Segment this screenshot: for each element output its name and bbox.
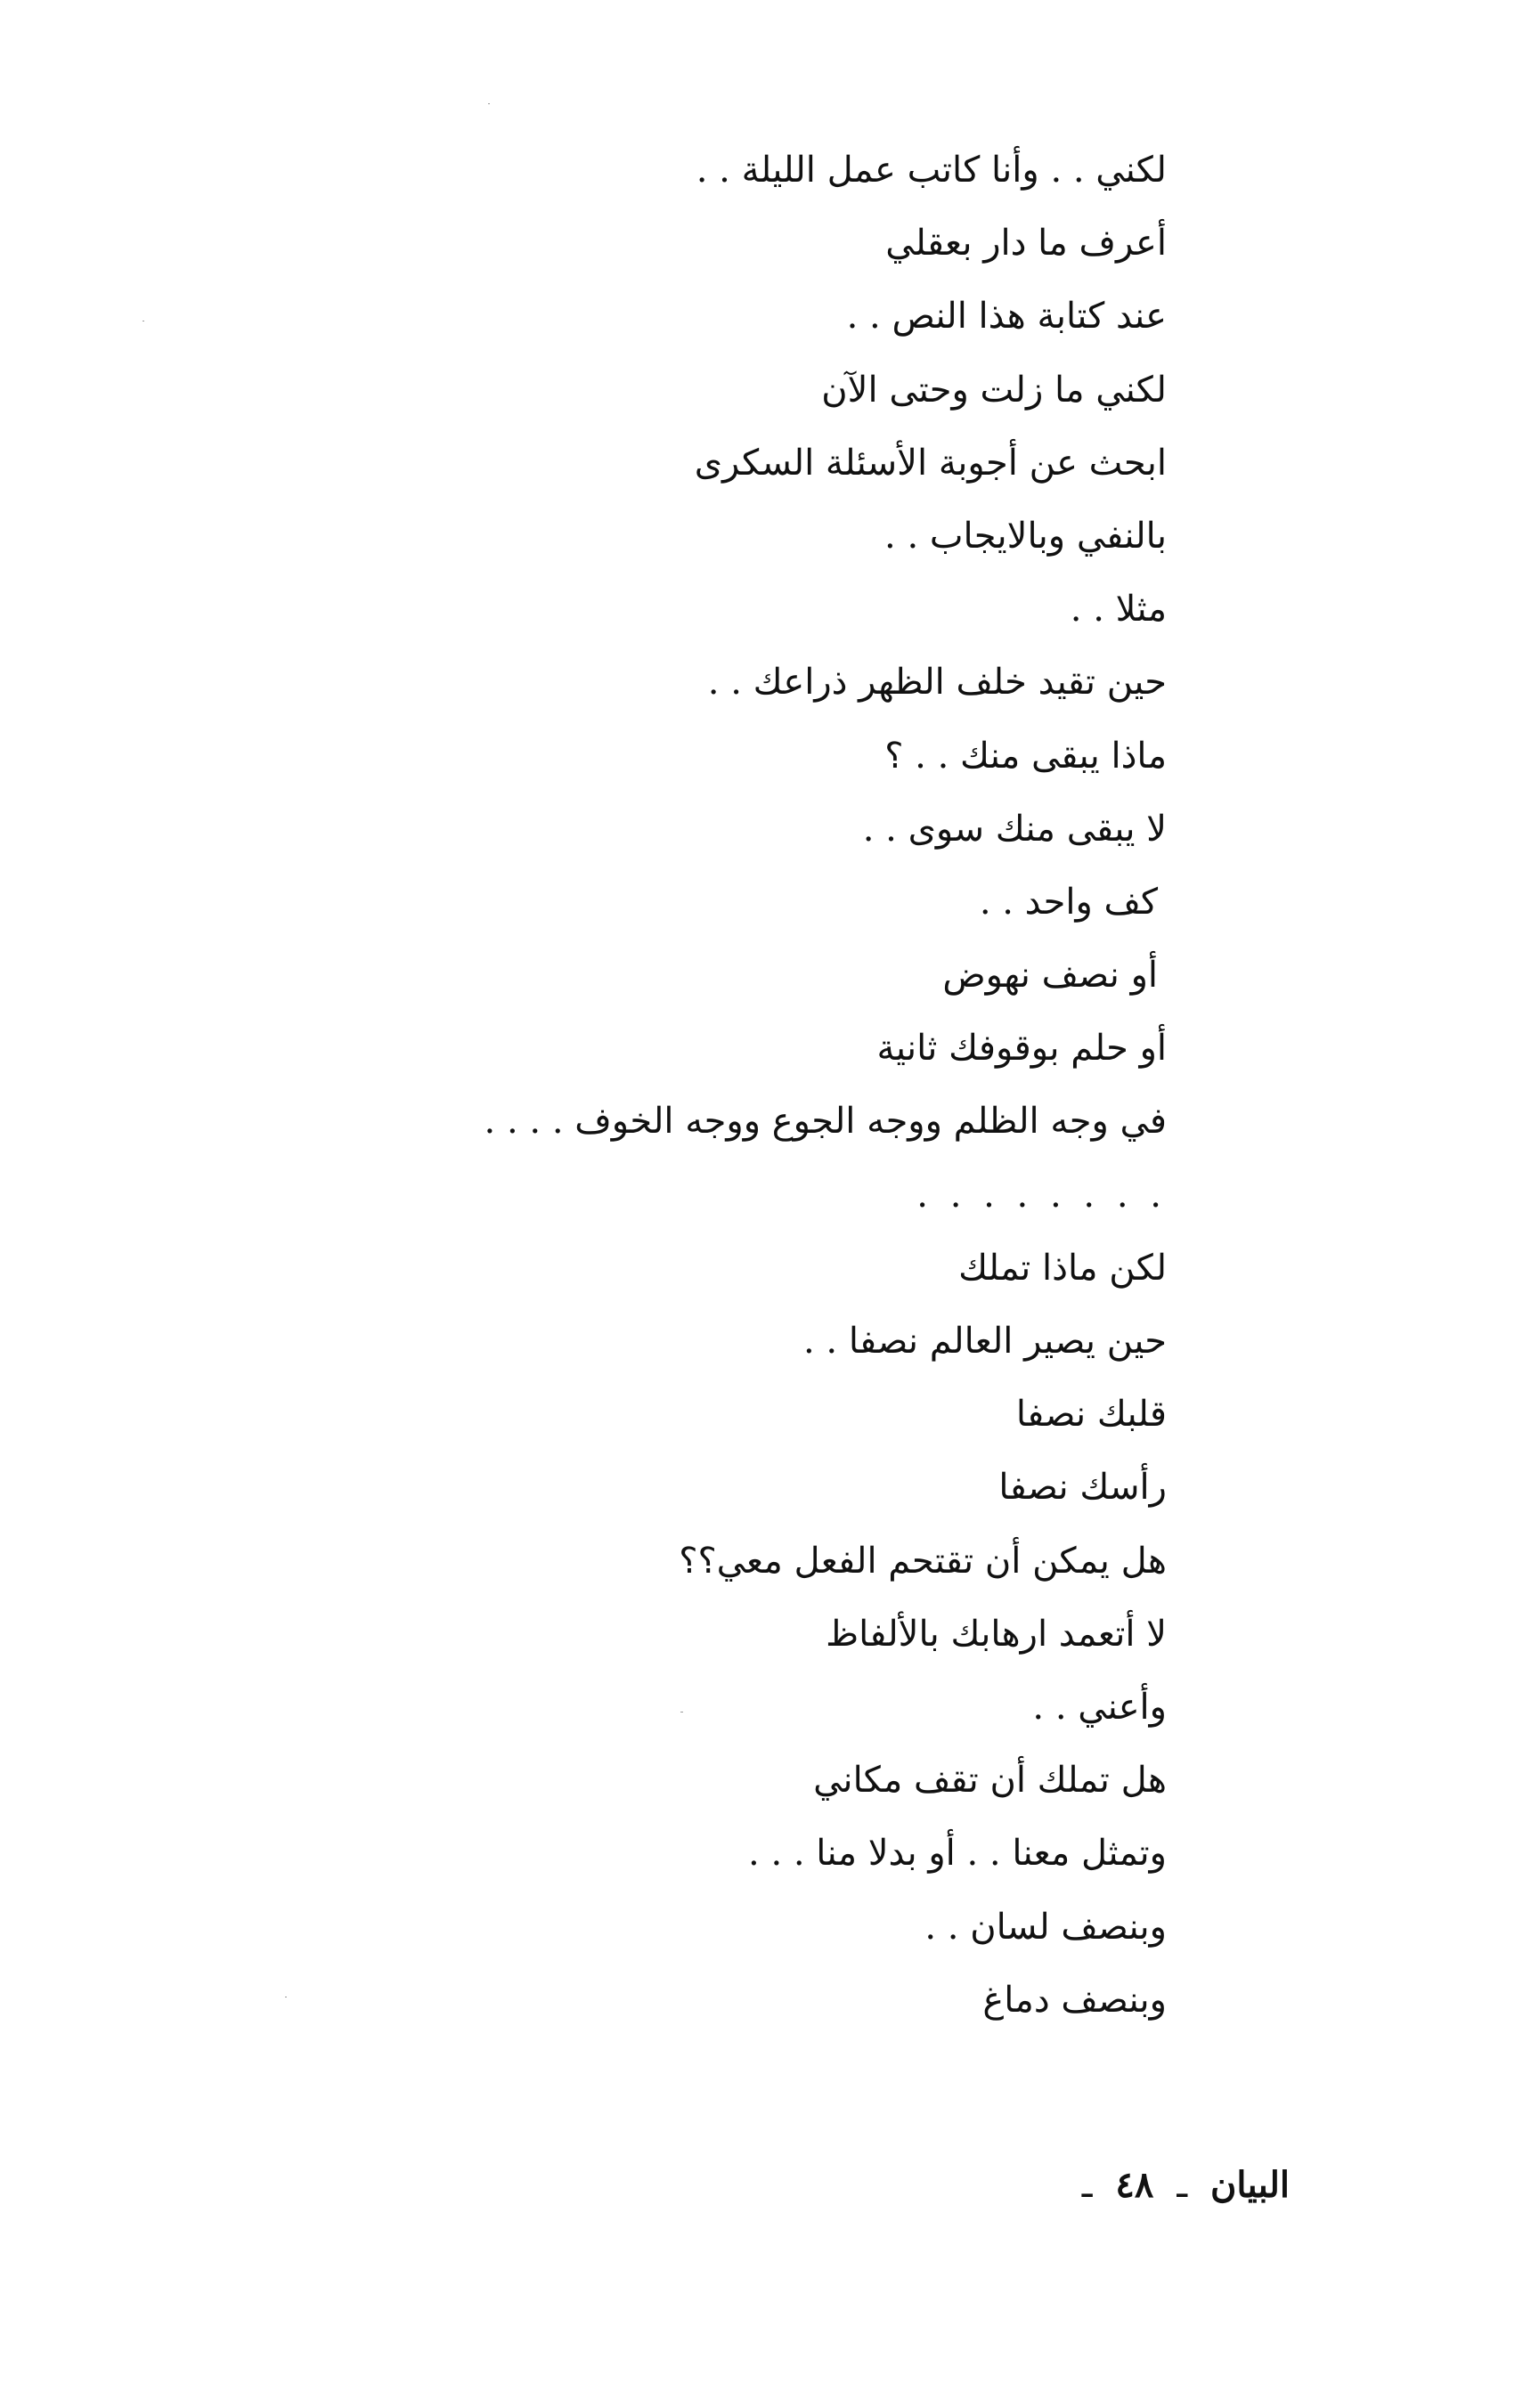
poem-line: رأسك نصفا [998, 1467, 1167, 1509]
poem-line: كف واحد . . [979, 881, 1158, 923]
poem-line: بالنفي وبالايجاب . . [884, 515, 1167, 557]
poem-line: قلبك نصفا [1015, 1394, 1167, 1436]
poem-line: ابحث عن أجوبة الأسئلة السكرى [694, 442, 1167, 484]
poem-line: مثلا . . [1070, 589, 1167, 630]
poem-line: أو نصف نهوض [942, 955, 1158, 997]
publication-name: البيان [1209, 2164, 1290, 2206]
poem-line: حين تقيد خلف الظهر ذراعك . . [707, 662, 1167, 704]
poem-line: وتمثل معنا . . أو بدلا منا . . . [748, 1833, 1167, 1875]
poem-line: هل تملك أن تقف مكاني [813, 1760, 1167, 1802]
poem-line: عند كتابة هذا النص . . [846, 296, 1167, 338]
poem-line: لا يبقى منك سوى . . [862, 808, 1167, 850]
poem-line: وبنصف دماغ [982, 1979, 1167, 2021]
poem-text [365, 134, 1167, 2037]
poem-line: ماذا يبقى منك . . ؟ [884, 735, 1167, 777]
poem-line: لكني . . وأنا كاتب عمل الليلة . . [696, 150, 1167, 191]
poem-line: لا أتعمد ارهابك بالألفاظ [826, 1613, 1167, 1655]
poem-line: وأعني . . [1032, 1686, 1167, 1728]
poem-line: حين يصير العالم نصفا . . [802, 1321, 1167, 1362]
footer-trailing-dash: ـ [1081, 2165, 1093, 2206]
scan-speck [488, 103, 490, 104]
poem-line: أو حلم بوقوفك ثانية [876, 1028, 1167, 1070]
poem-line: في وجه الظلم ووجه الجوع ووجه الخوف . . . . [484, 1101, 1167, 1143]
poem-line: هل يمكن أن تقتحم الفعل معي؟؟ [679, 1540, 1167, 1582]
poem-ellipsis-line: . . . . . . . . [916, 1174, 1167, 1216]
poem-line: لكن ماذا تملك [958, 1247, 1167, 1289]
poem-line: لكني ما زلت وحتى الآن [821, 369, 1167, 411]
page-footer [1071, 2164, 1290, 2206]
poem-line: أعرف ما دار بعقلي [885, 223, 1167, 264]
poem-line: وبنصف لسان . . [924, 1906, 1167, 1948]
page-number: ٤٨ [1115, 2164, 1154, 2206]
footer-separator: ـ [1177, 2165, 1188, 2206]
